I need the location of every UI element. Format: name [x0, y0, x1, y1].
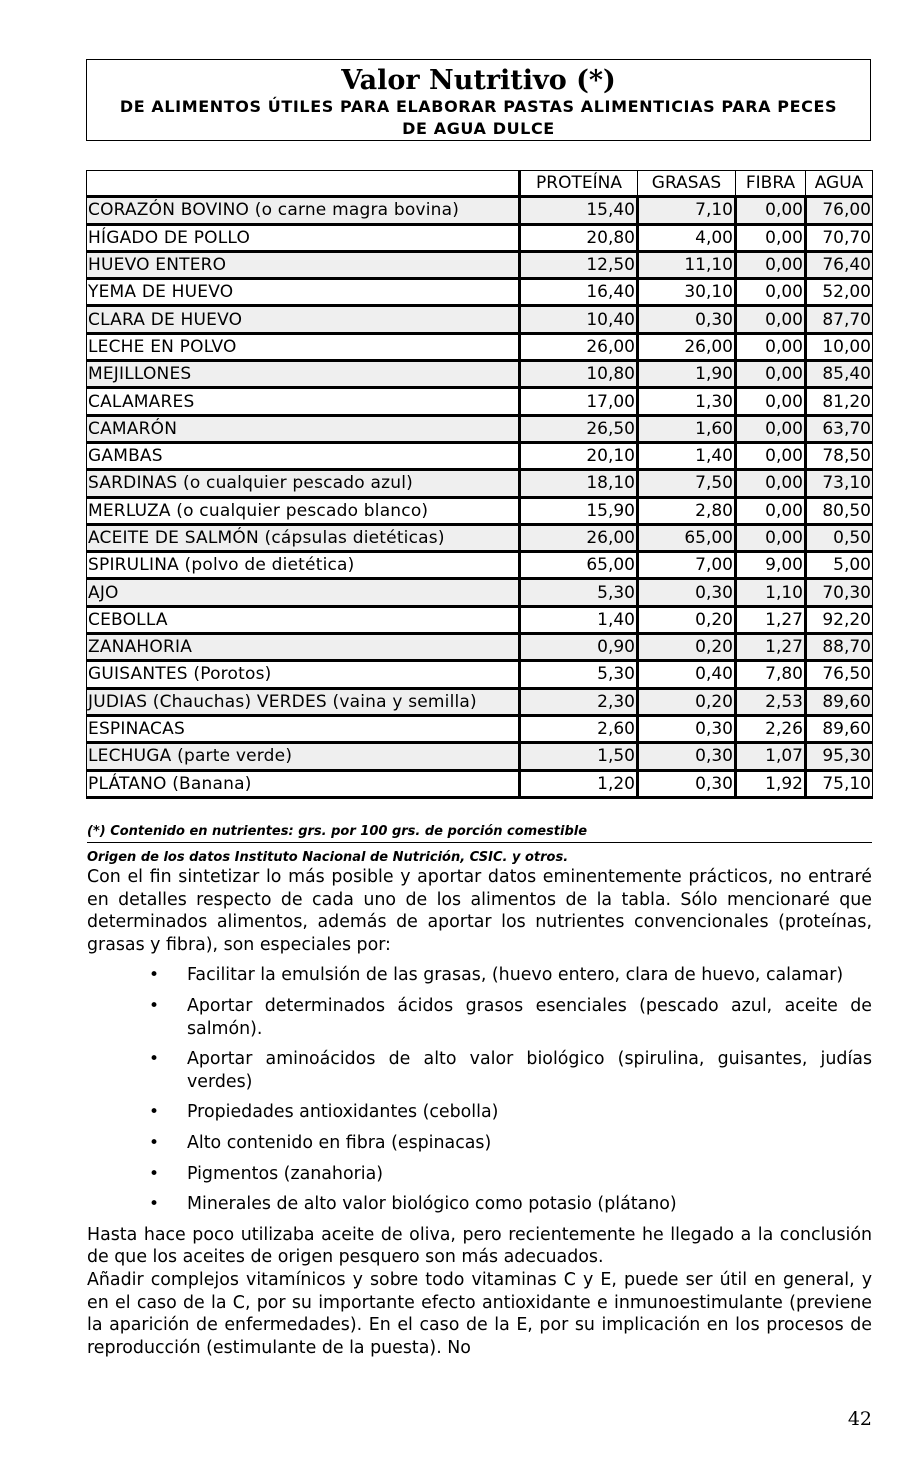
cell-food: PLÁTANO (Banana): [87, 770, 520, 797]
table-title: Valor Nutritivo (*): [341, 65, 616, 96]
cell-water: 76,50: [806, 661, 873, 688]
footnote: (*) Contenido en nutrientes: grs. por 100 grs. de porción comestible: [87, 823, 872, 843]
bullet-dot-icon: •: [149, 1132, 160, 1153]
cell-fiber: 0,00: [736, 415, 806, 442]
cell-water: 75,10: [806, 770, 873, 797]
cell-fiber: 0,00: [736, 524, 806, 551]
table-row: [87, 415, 873, 442]
cell-protein: 15,90: [520, 497, 638, 524]
cell-fat: 0,20: [638, 688, 736, 715]
cell-fat: 1,30: [638, 388, 736, 415]
bullet-dot-icon: •: [149, 1102, 160, 1123]
cell-protein: 17,00: [520, 388, 638, 415]
bullet-dot-icon: •: [149, 965, 160, 986]
cell-food: MERLUZA (o cualquier pescado blanco): [87, 497, 520, 524]
table-row: [87, 470, 873, 497]
table-row: [87, 606, 873, 633]
list-item: [149, 964, 872, 987]
cell-protein: 1,20: [520, 770, 638, 797]
table-row: [87, 661, 873, 688]
cell-fat: 26,00: [638, 333, 736, 360]
header-cell-fiber: FIBRA: [736, 171, 806, 197]
intro-paragraph: Con el fin sintetizar lo más posible y aportar datos eminentemente prácticos, no entraré en detalles respecto de cada uno de los alimentos de la tabla. Sólo mencionaré que determinados alimentos, además de aportar los nutrientes convencionales (proteínas, grasas y fibra), son especiales por:: [87, 867, 872, 955]
table-header-row: [87, 171, 873, 197]
cell-fiber: 0,00: [736, 388, 806, 415]
cell-fat: 1,40: [638, 442, 736, 469]
cell-fiber: 0,00: [736, 279, 806, 306]
cell-protein: 5,30: [520, 661, 638, 688]
table-row: [87, 306, 873, 333]
cell-water: 76,40: [806, 251, 873, 278]
cell-water: 73,10: [806, 470, 873, 497]
cell-water: 80,50: [806, 497, 873, 524]
cell-fiber: 1,92: [736, 770, 806, 797]
cell-water: 76,00: [806, 197, 873, 224]
cell-water: 81,20: [806, 388, 873, 415]
list-item: [149, 1101, 872, 1124]
table-row: [87, 251, 873, 278]
cell-fat: 0,30: [638, 306, 736, 333]
table-body: [87, 197, 873, 798]
cell-fat: 65,00: [638, 524, 736, 551]
cell-fiber: 0,00: [736, 224, 806, 251]
cell-food: JUDIAS (Chauchas) VERDES (vaina y semilla): [87, 688, 520, 715]
cell-water: 0,50: [806, 524, 873, 551]
list-item: [149, 1048, 872, 1093]
table-row: [87, 279, 873, 306]
table-row: [87, 442, 873, 469]
cell-food: AJO: [87, 579, 520, 606]
cell-protein: 20,10: [520, 442, 638, 469]
cell-water: 63,70: [806, 415, 873, 442]
list-item-text: Pigmentos (zanahoria): [187, 1163, 384, 1184]
list-item-text: Aportar determinados ácidos grasos esenciales (pescado azul, aceite de salmón).: [187, 995, 872, 1039]
cell-fat: 1,90: [638, 361, 736, 388]
cell-protein: 10,80: [520, 361, 638, 388]
cell-fiber: 2,26: [736, 715, 806, 742]
cell-fiber: 0,00: [736, 251, 806, 278]
table-row: [87, 688, 873, 715]
cell-food: ZANAHORIA: [87, 634, 520, 661]
cell-food: CORAZÓN BOVINO (o carne magra bovina): [87, 197, 520, 224]
bullet-dot-icon: •: [149, 1049, 160, 1070]
cell-fiber: 1,27: [736, 634, 806, 661]
cell-protein: 1,40: [520, 606, 638, 633]
bullet-dot-icon: •: [149, 1163, 160, 1184]
cell-fiber: 1,10: [736, 579, 806, 606]
cell-protein: 65,00: [520, 552, 638, 579]
cell-food: CEBOLLA: [87, 606, 520, 633]
table-row: [87, 715, 873, 742]
table-row: [87, 497, 873, 524]
cell-fiber: 0,00: [736, 306, 806, 333]
cell-food: GUISANTES (Porotos): [87, 661, 520, 688]
cell-fiber: 0,00: [736, 333, 806, 360]
cell-food: SPIRULINA (polvo de dietética): [87, 552, 520, 579]
cell-fiber: 0,00: [736, 442, 806, 469]
cell-water: 89,60: [806, 715, 873, 742]
cell-fat: 0,40: [638, 661, 736, 688]
cell-fat: 2,80: [638, 497, 736, 524]
cell-water: 52,00: [806, 279, 873, 306]
cell-fat: 1,60: [638, 415, 736, 442]
cell-food: HUEVO ENTERO: [87, 251, 520, 278]
cell-water: 92,20: [806, 606, 873, 633]
cell-fat: 7,10: [638, 197, 736, 224]
cell-fat: 0,20: [638, 606, 736, 633]
list-item: [149, 995, 872, 1040]
list-item: [149, 1193, 872, 1216]
table-row: [87, 552, 873, 579]
cell-fat: 7,50: [638, 470, 736, 497]
header-cell-water: AGUA: [806, 171, 873, 197]
cell-food: LECHUGA (parte verde): [87, 743, 520, 770]
table-row: [87, 579, 873, 606]
cell-water: 95,30: [806, 743, 873, 770]
table-row: [87, 333, 873, 360]
cell-food: LECHE EN POLVO: [87, 333, 520, 360]
list-item: [149, 1163, 872, 1186]
cell-fat: 7,00: [638, 552, 736, 579]
cell-protein: 2,30: [520, 688, 638, 715]
table-row: [87, 197, 873, 224]
cell-protein: 18,10: [520, 470, 638, 497]
cell-food: CALAMARES: [87, 388, 520, 415]
cell-protein: 5,30: [520, 579, 638, 606]
cell-protein: 15,40: [520, 197, 638, 224]
cell-protein: 10,40: [520, 306, 638, 333]
cell-fat: 0,30: [638, 579, 736, 606]
cell-water: 5,00: [806, 552, 873, 579]
header-cell-food: [87, 171, 520, 197]
list-item-text: Minerales de alto valor biológico como potasio (plátano): [187, 1194, 677, 1215]
cell-water: 70,30: [806, 579, 873, 606]
cell-protein: 26,00: [520, 524, 638, 551]
cell-water: 70,70: [806, 224, 873, 251]
cell-food: HÍGADO DE POLLO: [87, 224, 520, 251]
cell-fat: 30,10: [638, 279, 736, 306]
cell-fiber: 1,07: [736, 743, 806, 770]
cell-food: YEMA DE HUEVO: [87, 279, 520, 306]
table-row: [87, 388, 873, 415]
cell-fiber: 1,27: [736, 606, 806, 633]
table-title-box: [86, 59, 871, 141]
cell-water: 85,40: [806, 361, 873, 388]
cell-fat: 0,20: [638, 634, 736, 661]
cell-fiber: 7,80: [736, 661, 806, 688]
list-item: [149, 1132, 872, 1155]
list-item-text: Alto contenido en fibra (espinacas): [187, 1132, 492, 1153]
cell-food: GAMBAS: [87, 442, 520, 469]
table-row: [87, 770, 873, 797]
cell-protein: 16,40: [520, 279, 638, 306]
cell-fat: 0,30: [638, 743, 736, 770]
cell-fiber: 0,00: [736, 497, 806, 524]
cell-protein: 12,50: [520, 251, 638, 278]
page-number: 42: [847, 1408, 872, 1430]
header-cell-protein: PROTEÍNA: [520, 171, 638, 197]
table-row: [87, 743, 873, 770]
cell-protein: 1,50: [520, 743, 638, 770]
cell-fiber: 2,53: [736, 688, 806, 715]
cell-fat: 4,00: [638, 224, 736, 251]
cell-protein: 26,00: [520, 333, 638, 360]
cell-water: 88,70: [806, 634, 873, 661]
cell-fat: 0,30: [638, 770, 736, 797]
table-row: [87, 361, 873, 388]
cell-food: MEJILLONES: [87, 361, 520, 388]
cell-fiber: 9,00: [736, 552, 806, 579]
cell-fat: 0,30: [638, 715, 736, 742]
cell-food: CLARA DE HUEVO: [87, 306, 520, 333]
table-row: [87, 524, 873, 551]
header-cell-fat: GRASAS: [638, 171, 736, 197]
cell-food: ACEITE DE SALMÓN (cápsulas dietéticas): [87, 524, 520, 551]
table-subtitle: DE ALIMENTOS ÚTILES PARA ELABORAR PASTAS ALIMENTICIAS PARA PECES DE AGUA DULCE: [119, 97, 838, 138]
cell-fiber: 0,00: [736, 361, 806, 388]
list-item-text: Aportar aminoácidos de alto valor biológico (spirulina, guisantes, judías verdes): [187, 1049, 872, 1092]
paragraph-oils: Hasta hace poco utilizaba aceite de oliva, pero recientemente he llegado a la conclusión de que los aceites de origen pesquero son más adecuados.: [87, 1224, 872, 1268]
bullet-dot-icon: •: [149, 995, 160, 1016]
cell-water: 89,60: [806, 688, 873, 715]
cell-food: ESPINACAS: [87, 715, 520, 742]
data-source-note: Origen de los datos Instituto Nacional de Nutrición, CSIC. y otros.: [87, 850, 569, 865]
cell-fiber: 0,00: [736, 470, 806, 497]
cell-protein: 0,90: [520, 634, 638, 661]
cell-water: 87,70: [806, 306, 873, 333]
table-row: [87, 224, 873, 251]
cell-food: CAMARÓN: [87, 415, 520, 442]
bullet-list: [87, 964, 872, 1215]
list-item-text: Facilitar la emulsión de las grasas, (huevo entero, clara de huevo, calamar): [187, 965, 844, 986]
cell-food: SARDINAS (o cualquier pescado azul): [87, 470, 520, 497]
list-item-text: Propiedades antioxidantes (cebolla): [187, 1102, 499, 1123]
table-notes: [87, 823, 872, 866]
cell-water: 78,50: [806, 442, 873, 469]
body-text: [87, 866, 872, 1359]
cell-water: 10,00: [806, 333, 873, 360]
cell-protein: 20,80: [520, 224, 638, 251]
bullet-dot-icon: •: [149, 1194, 160, 1215]
cell-protein: 2,60: [520, 715, 638, 742]
cell-fiber: 0,00: [736, 197, 806, 224]
nutrition-table: [86, 170, 873, 799]
cell-fat: 11,10: [638, 251, 736, 278]
cell-protein: 26,50: [520, 415, 638, 442]
paragraph-vitamins: Añadir complejos vitamínicos y sobre todo vitaminas C y E, puede ser útil en general, y en el caso de la C, por su importante efecto antioxidante e inmunoestimulante (previene la aparición de enfermedades). En el caso de la E, por su implicación en los procesos de reproducción (estimulante de la puesta). No: [87, 1269, 872, 1358]
table-row: [87, 634, 873, 661]
